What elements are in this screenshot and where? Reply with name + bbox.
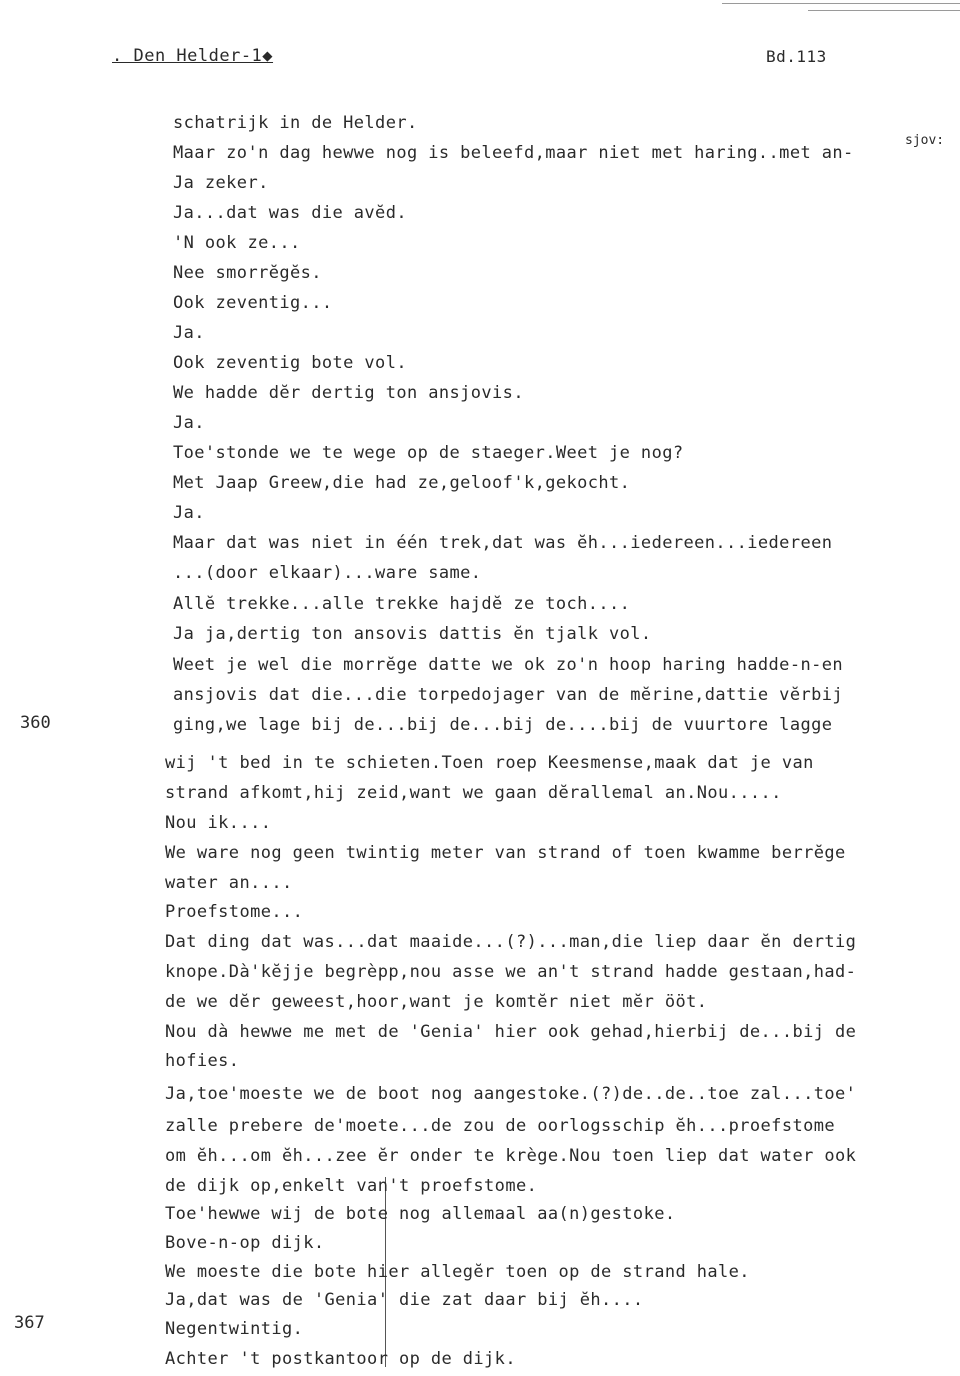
top-rule bbox=[808, 10, 960, 11]
transcript-line: Proefstome... bbox=[165, 902, 304, 922]
transcript-line: Ja. bbox=[173, 323, 205, 343]
margin-line-number: 360 bbox=[20, 713, 51, 733]
transcript-line: Ja. bbox=[173, 503, 205, 523]
transcript-line: Ja,dat was de 'Genia' die zat daar bij ĕh.... bbox=[165, 1290, 644, 1310]
transcript-line: Bove-n-op dijk. bbox=[165, 1233, 325, 1253]
transcript-line: Ja zeker. bbox=[173, 173, 269, 193]
transcript-line: Nou ik.... bbox=[165, 813, 272, 833]
transcript-line: zalle prebere de'moete...de zou de oorlogsschip ĕh...proefstome bbox=[165, 1116, 835, 1136]
superscript-note: sjov: bbox=[905, 133, 945, 148]
top-rule bbox=[722, 3, 960, 4]
transcript-line: de dijk op,enkelt van't proefstome. bbox=[165, 1176, 538, 1196]
transcript-line: Toe'hewwe wij de bote nog allemaal aa(n)gestoke. bbox=[165, 1204, 676, 1224]
transcript-line: de we dĕr geweest,hoor,want je komtĕr niet mĕr ööt. bbox=[165, 992, 708, 1012]
transcript-line: ging,we lage bij de...bij de...bij de....bij de vuurtore lagge bbox=[173, 715, 833, 735]
header-volume: Bd.113 bbox=[766, 47, 827, 66]
transcript-line: water an.... bbox=[165, 873, 293, 893]
transcript-line: Ja ja,dertig ton ansovis dattis ĕn tjalk vol. bbox=[173, 624, 652, 644]
transcript-line: Dat ding dat was...dat maaide...(?)...man,die liep daar ĕn dertig bbox=[165, 932, 857, 952]
transcript-line: Ook zeventig bote vol. bbox=[173, 353, 407, 373]
transcript-line: ansjovis dat die...die torpedojager van de mĕrine,dattie vĕrbij bbox=[173, 685, 843, 705]
transcript-line: Toe'stonde we te wege op de staeger.Weet je nog? bbox=[173, 443, 684, 463]
transcript-line: Weet je wel die morrĕge datte we ok zo'n hoop haring hadde-n-en bbox=[173, 655, 843, 675]
transcript-line: strand afkomt,hij zeid,want we gaan dĕrallemal an.Nou..... bbox=[165, 783, 782, 803]
transcript-line: ...(door elkaar)...ware same. bbox=[173, 563, 482, 583]
transcript-line: Ook zeventig... bbox=[173, 293, 333, 313]
header-location: . Den Helder-1◆ bbox=[112, 46, 274, 66]
transcript-line: Nou dà hewwe me met de 'Genia' hier ook gehad,hierbij de...bij de bbox=[165, 1022, 857, 1042]
margin-line-number: 367 bbox=[14, 1313, 45, 1333]
transcript-line: Maar zo'n dag hewwe nog is beleefd,maar niet met haring..met an- bbox=[173, 143, 854, 163]
transcript-line: 'N ook ze... bbox=[173, 233, 301, 253]
transcript-line: Ja,toe'moeste we de boot nog aangestoke.(?)de..de..toe zal...toe' bbox=[165, 1084, 857, 1104]
transcript-line: Ja...dat was die avĕd. bbox=[173, 203, 407, 223]
transcript-line: Negentwintig. bbox=[165, 1319, 304, 1339]
transcript-line: Allĕ trekke...alle trekke hajdĕ ze toch.... bbox=[173, 594, 631, 614]
transcript-line: We hadde dĕr dertig ton ansjovis. bbox=[173, 383, 524, 403]
transcript-line: Nee smorrĕgĕs. bbox=[173, 263, 322, 283]
transcript-line: Maar dat was niet in één trek,dat was ĕh...iedereen...iedereen bbox=[173, 533, 833, 553]
transcript-line: knope.Dà'kĕjje begrèpp,nou asse we an't strand hadde gestaan,had- bbox=[165, 962, 857, 982]
transcript-line: Met Jaap Greew,die had ze,geloof'k,gekocht. bbox=[173, 473, 631, 493]
transcript-line: hofies. bbox=[165, 1051, 240, 1071]
transcript-line: We moeste die bote hier allegĕr toen op de strand hale. bbox=[165, 1262, 750, 1282]
transcript-line: om ĕh...om ĕh...zee ĕr onder te krège.Nou toen liep dat water ook bbox=[165, 1146, 857, 1166]
transcript-line: Achter 't postkantoor op de dijk. bbox=[165, 1349, 516, 1369]
transcript-line: schatrijk in de Helder. bbox=[173, 113, 418, 133]
transcript-line: We ware nog geen twintig meter van strand of toen kwamme berrĕge bbox=[165, 843, 846, 863]
transcript-line: wij 't bed in te schieten.Toen roep Keesmense,maak dat je van bbox=[165, 753, 814, 773]
transcript-line: Ja. bbox=[173, 413, 205, 433]
